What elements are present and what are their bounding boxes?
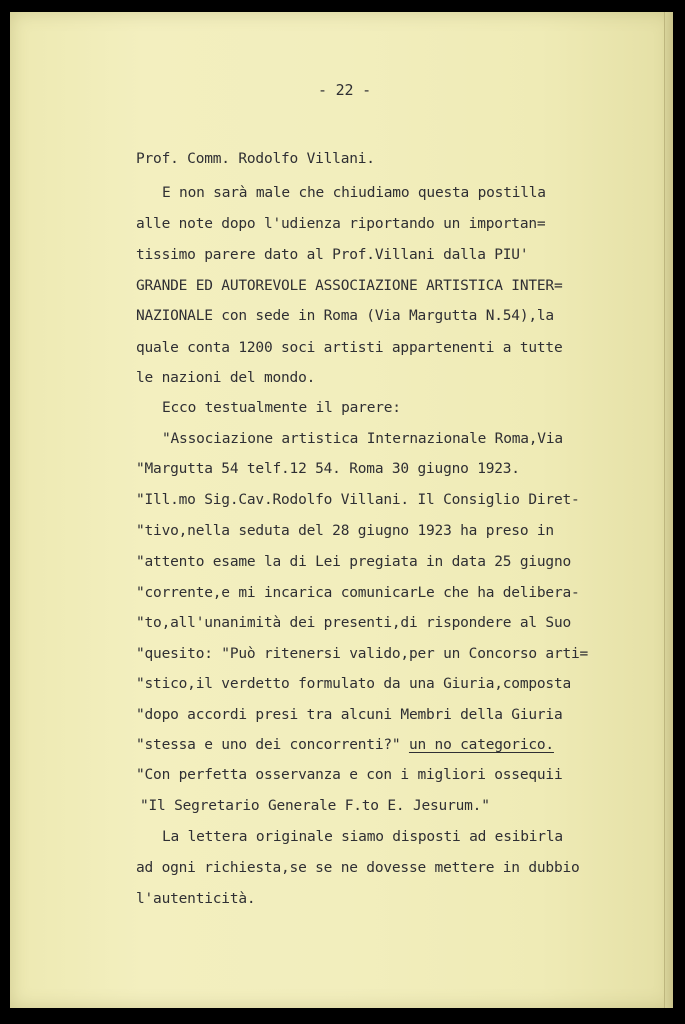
- text-line: l'autenticità.: [136, 891, 256, 907]
- text-line: alle note dopo l'udienza riportando un importan=: [136, 216, 546, 232]
- text-line: quale conta 1200 soci artisti appartenenti a tutte: [136, 340, 563, 356]
- text-line: "dopo accordi presi tra alcuni Membri della Giuria: [136, 707, 563, 723]
- text-line: GRANDE ED AUTOREVOLE ASSOCIAZIONE ARTISTICA INTER=: [136, 278, 563, 294]
- page-number: - 22 -: [318, 81, 371, 99]
- text-line-with-underline: [136, 738, 554, 753]
- text-line: "Con perfetta osservanza e con i migliori ossequii: [136, 767, 563, 783]
- text-line: Prof. Comm. Rodolfo Villani.: [136, 151, 375, 167]
- text-line: "Associazione artistica Internazionale Roma,Via: [162, 431, 563, 447]
- text-line: Ecco testualmente il parere:: [162, 400, 401, 416]
- text-line: "stico,il verdetto formulato da una Giuria,composta: [136, 676, 572, 692]
- text-line: "to,all'unanimità dei presenti,di rispondere al Suo: [136, 615, 572, 631]
- text-line: "quesito: "Può ritenersi valido,per un Concorso arti=: [136, 646, 589, 662]
- text-line: "Il Segretario Generale F.to E. Jesurum.": [140, 798, 490, 814]
- text-line: E non sarà male che chiudiamo questa postilla: [162, 185, 546, 201]
- text-line: La lettera originale siamo disposti ad esibirla: [162, 829, 563, 845]
- text-line: "tivo,nella seduta del 28 giugno 1923 ha preso in: [136, 523, 554, 539]
- text-line: "corrente,e mi incarica comunicarLe che ha delibera-: [136, 585, 580, 601]
- text-line: "stessa e uno dei concorrenti?": [136, 737, 409, 753]
- text-line: NAZIONALE con sede in Roma (Via Margutta N.54),la: [136, 308, 554, 324]
- text-line: ad ogni richiesta,se se ne dovesse mettere in dubbio: [136, 860, 580, 876]
- text-line: "attento esame la di Lei pregiata in data 25 giugno: [136, 554, 572, 570]
- underlined-phrase: un no categorico.: [408, 737, 554, 753]
- text-line: "Margutta 54 telf.12 54. Roma 30 giugno 1923.: [136, 461, 520, 477]
- text-line: le nazioni del mondo.: [136, 370, 316, 386]
- page-edge: [664, 12, 673, 1008]
- text-line: tissimo parere dato al Prof.Villani dalla PIU': [136, 247, 529, 263]
- text-line: "Ill.mo Sig.Cav.Rodolfo Villani. Il Consiglio Diret-: [136, 492, 580, 508]
